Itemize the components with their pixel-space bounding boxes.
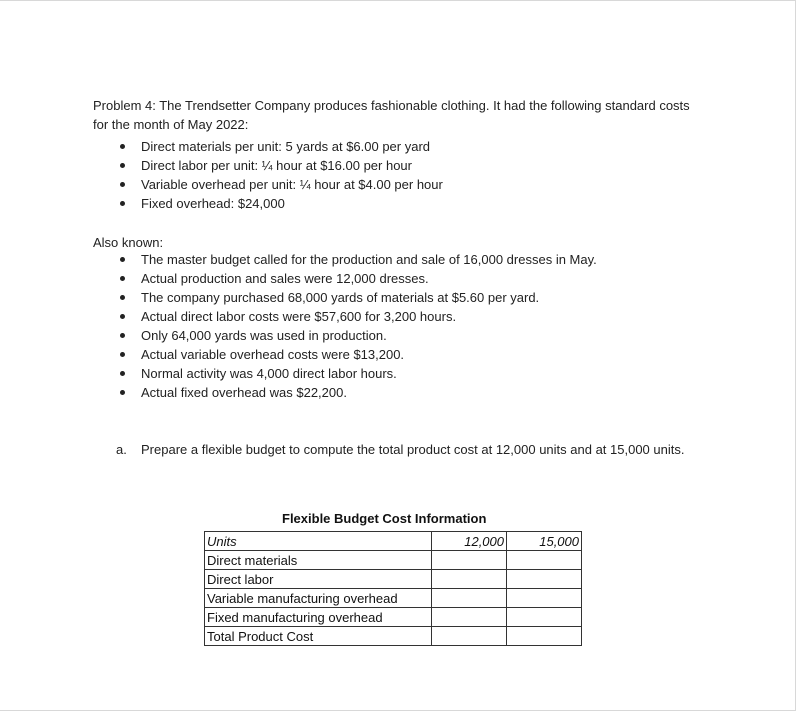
cell-15000[interactable] — [507, 608, 582, 627]
cell-12000[interactable] — [432, 627, 507, 646]
table-row — [205, 551, 582, 570]
flexible-budget-table — [204, 531, 582, 646]
table-row — [205, 608, 582, 627]
list-item — [141, 288, 597, 307]
cell-12000[interactable] — [432, 608, 507, 627]
cell-12000[interactable] — [432, 551, 507, 570]
cell-15000[interactable] — [507, 589, 582, 608]
list-item — [141, 307, 597, 326]
table-row — [205, 627, 582, 646]
list-item-text: The company purchased 68,000 yards of materials at $5.60 per yard. — [141, 290, 540, 305]
bullet-icon — [120, 201, 125, 206]
list-item-text: Variable overhead per unit: ¼ hour at $4.00 per hour — [141, 177, 443, 192]
bullet-icon — [120, 390, 125, 395]
list-item — [141, 250, 597, 269]
also-known-list — [141, 250, 597, 402]
bullet-icon — [120, 276, 125, 281]
cell-15000[interactable] — [507, 551, 582, 570]
cell-12000[interactable] — [432, 589, 507, 608]
header-col-12000: 12,000 — [432, 532, 507, 551]
bullet-icon — [120, 182, 125, 187]
bullet-icon — [120, 333, 125, 338]
list-item-text: Normal activity was 4,000 direct labor hours. — [141, 366, 397, 381]
list-item-text: Actual variable overhead costs were $13,200. — [141, 347, 405, 362]
list-item-text: Actual direct labor costs were $57,600 for 3,200 hours. — [141, 309, 457, 324]
also-known-label: Also known: — [93, 235, 164, 250]
row-label: Direct materials — [205, 551, 432, 570]
list-item — [141, 156, 443, 175]
bullet-icon — [120, 257, 125, 262]
bullet-icon — [120, 144, 125, 149]
cell-15000[interactable] — [507, 570, 582, 589]
list-item — [141, 364, 597, 383]
list-item-text: Direct labor per unit: ¼ hour at $16.00 per hour — [141, 158, 412, 173]
list-item — [141, 326, 597, 345]
list-item — [141, 194, 443, 213]
list-item — [141, 137, 443, 156]
standard-costs-list — [141, 137, 443, 213]
table-header-row — [205, 532, 582, 551]
row-label: Total Product Cost — [205, 627, 432, 646]
table-row — [205, 589, 582, 608]
cell-12000[interactable] — [432, 570, 507, 589]
part-a-text: Prepare a flexible budget to compute the total product cost at 12,000 units and at 15,000 units. — [141, 442, 685, 457]
bullet-icon — [120, 295, 125, 300]
table-row — [205, 570, 582, 589]
header-col-15000: 15,000 — [507, 532, 582, 551]
list-item — [141, 383, 597, 402]
list-item-text: Actual production and sales were 12,000 dresses. — [141, 271, 429, 286]
list-item — [141, 269, 597, 288]
row-label: Variable manufacturing overhead — [205, 589, 432, 608]
list-item — [141, 175, 443, 194]
list-item-text: Only 64,000 yards was used in production. — [141, 328, 387, 343]
table-title: Flexible Budget Cost Information — [282, 511, 487, 526]
bullet-icon — [120, 314, 125, 319]
cell-15000[interactable] — [507, 627, 582, 646]
list-item-text: Direct materials per unit: 5 yards at $6.00 per yard — [141, 139, 431, 154]
part-a-letter: a. — [116, 442, 127, 457]
problem-intro: Problem 4: The Trendsetter Company produces fashionable clothing. It had the following standard costs for the month of May 2022: — [93, 98, 690, 132]
bullet-icon — [120, 371, 125, 376]
list-item-text: Actual fixed overhead was $22,200. — [141, 385, 347, 400]
list-item — [141, 345, 597, 364]
bullet-icon — [120, 352, 125, 357]
bullet-icon — [120, 163, 125, 168]
row-label: Direct labor — [205, 570, 432, 589]
list-item-text: The master budget called for the production and sale of 16,000 dresses in May. — [141, 252, 597, 267]
row-label: Fixed manufacturing overhead — [205, 608, 432, 627]
header-units-label: Units — [205, 532, 432, 551]
list-item-text: Fixed overhead: $24,000 — [141, 196, 285, 211]
